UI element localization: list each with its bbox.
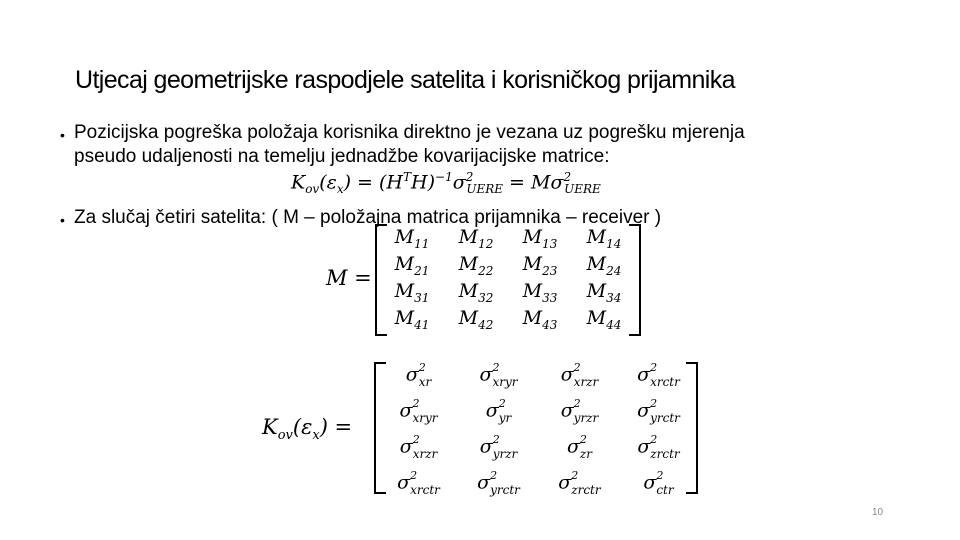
covariance-matrix: [374, 361, 698, 497]
matrix-m-row: [380, 306, 636, 333]
matrix-m-cell: $M_{32}$: [458, 280, 494, 305]
covariance-matrix-cell: $\sigma^2_{yrzr}$: [479, 433, 518, 461]
covariance-matrix-cell: $\sigma^2_{yrctr}$: [637, 397, 680, 425]
paragraph-line: Za slučaj četiri satelita: ( M – položajna matrica prijamnika – receiver ): [74, 207, 662, 228]
matrix-m: [375, 224, 641, 336]
covariance-matrix-cell: $\sigma^2_{xrctr}$: [397, 469, 440, 497]
covariance-matrix-cell: $\sigma^2_{yr}$: [485, 397, 512, 425]
covariance-matrix-cell: $\sigma^2_{zrctr}$: [558, 469, 601, 497]
matrix-m-cell: $M_{21}$: [394, 253, 430, 278]
cov-matrix-label: $K_{ov}(\varepsilon_x)$ =: [262, 415, 353, 444]
matrix-m-table: [380, 225, 636, 333]
paragraph-line-2: pseudo udaljenosti na temelju jednadžbe kovarijacijske matrice:: [74, 146, 610, 167]
matrix-m-cell: $M_{41}$: [394, 307, 430, 332]
covariance-matrix-row: [380, 394, 698, 430]
paragraph-covariance: [60, 121, 745, 169]
bullet-icon: •: [60, 212, 65, 228]
matrix-m-cell: $M_{12}$: [458, 226, 494, 251]
covariance-matrix-cell: $\sigma^2_{xrzr}$: [399, 433, 438, 461]
matrix-m-cell: $M_{43}$: [522, 307, 558, 332]
covariance-matrix-cell: $\sigma^2_{xrctr}$: [637, 361, 680, 389]
matrix-m-row: [380, 225, 636, 252]
matrix-m-cell: $M_{22}$: [458, 253, 494, 278]
covariance-matrix-cell: $\sigma^2_{xryr}$: [399, 397, 438, 425]
bullet-icon: •: [60, 127, 65, 143]
covariance-matrix-cell: $\sigma^2_{xr}$: [405, 361, 432, 389]
matrix-m-row: [380, 252, 636, 279]
page-number: 10: [872, 507, 884, 518]
matrix-m-cell: $M_{13}$: [522, 226, 558, 251]
matrix-m-label: M =: [326, 266, 372, 290]
matrix-m-cell: $M_{11}$: [394, 226, 430, 251]
covariance-matrix-cell: $\sigma^2_{yrzr}$: [560, 397, 599, 425]
matrix-m-cell: $M_{23}$: [522, 253, 558, 278]
matrix-m-row: [380, 279, 636, 306]
slide-title: Utjecaj geometrijske raspodjele satelita i korisničkog prijamnika: [75, 66, 735, 94]
covariance-matrix-row: [380, 358, 698, 394]
matrix-m-cell: $M_{31}$: [394, 280, 430, 305]
covariance-matrix-cell: $\sigma^2_{xryr}$: [479, 361, 518, 389]
matrix-m-cell: $M_{14}$: [586, 226, 622, 251]
covariance-matrix-cell: $\sigma^2_{ctr}$: [643, 469, 674, 497]
covariance-matrix-row: [380, 430, 698, 466]
paragraph-line-1: Pozicijska pogreška položaja korisnika direktno je vezana uz pogrešku mjerenja: [74, 122, 745, 143]
covariance-matrix-cell: $\sigma^2_{xrzr}$: [560, 361, 599, 389]
matrix-m-cell: $M_{34}$: [586, 280, 622, 305]
matrix-m-cell: $M_{42}$: [458, 307, 494, 332]
covariance-matrix-table: [380, 358, 698, 502]
covariance-matrix-cell: $\sigma^2_{yrctr}$: [477, 469, 520, 497]
matrix-m-cell: $M_{44}$: [586, 307, 622, 332]
matrix-m-cell: $M_{24}$: [586, 253, 622, 278]
covariance-equation: $K_{ov}(\varepsilon_x) = (H^TH)^{-1}\sigma^2_{UERE} = M\sigma^2_{UERE}$: [291, 170, 601, 197]
covariance-matrix-row: [380, 466, 698, 502]
covariance-matrix-cell: $\sigma^2_{zrctr}$: [637, 433, 680, 461]
matrix-m-cell: $M_{33}$: [522, 280, 558, 305]
covariance-matrix-cell: $\sigma^2_{zr}$: [566, 433, 592, 461]
